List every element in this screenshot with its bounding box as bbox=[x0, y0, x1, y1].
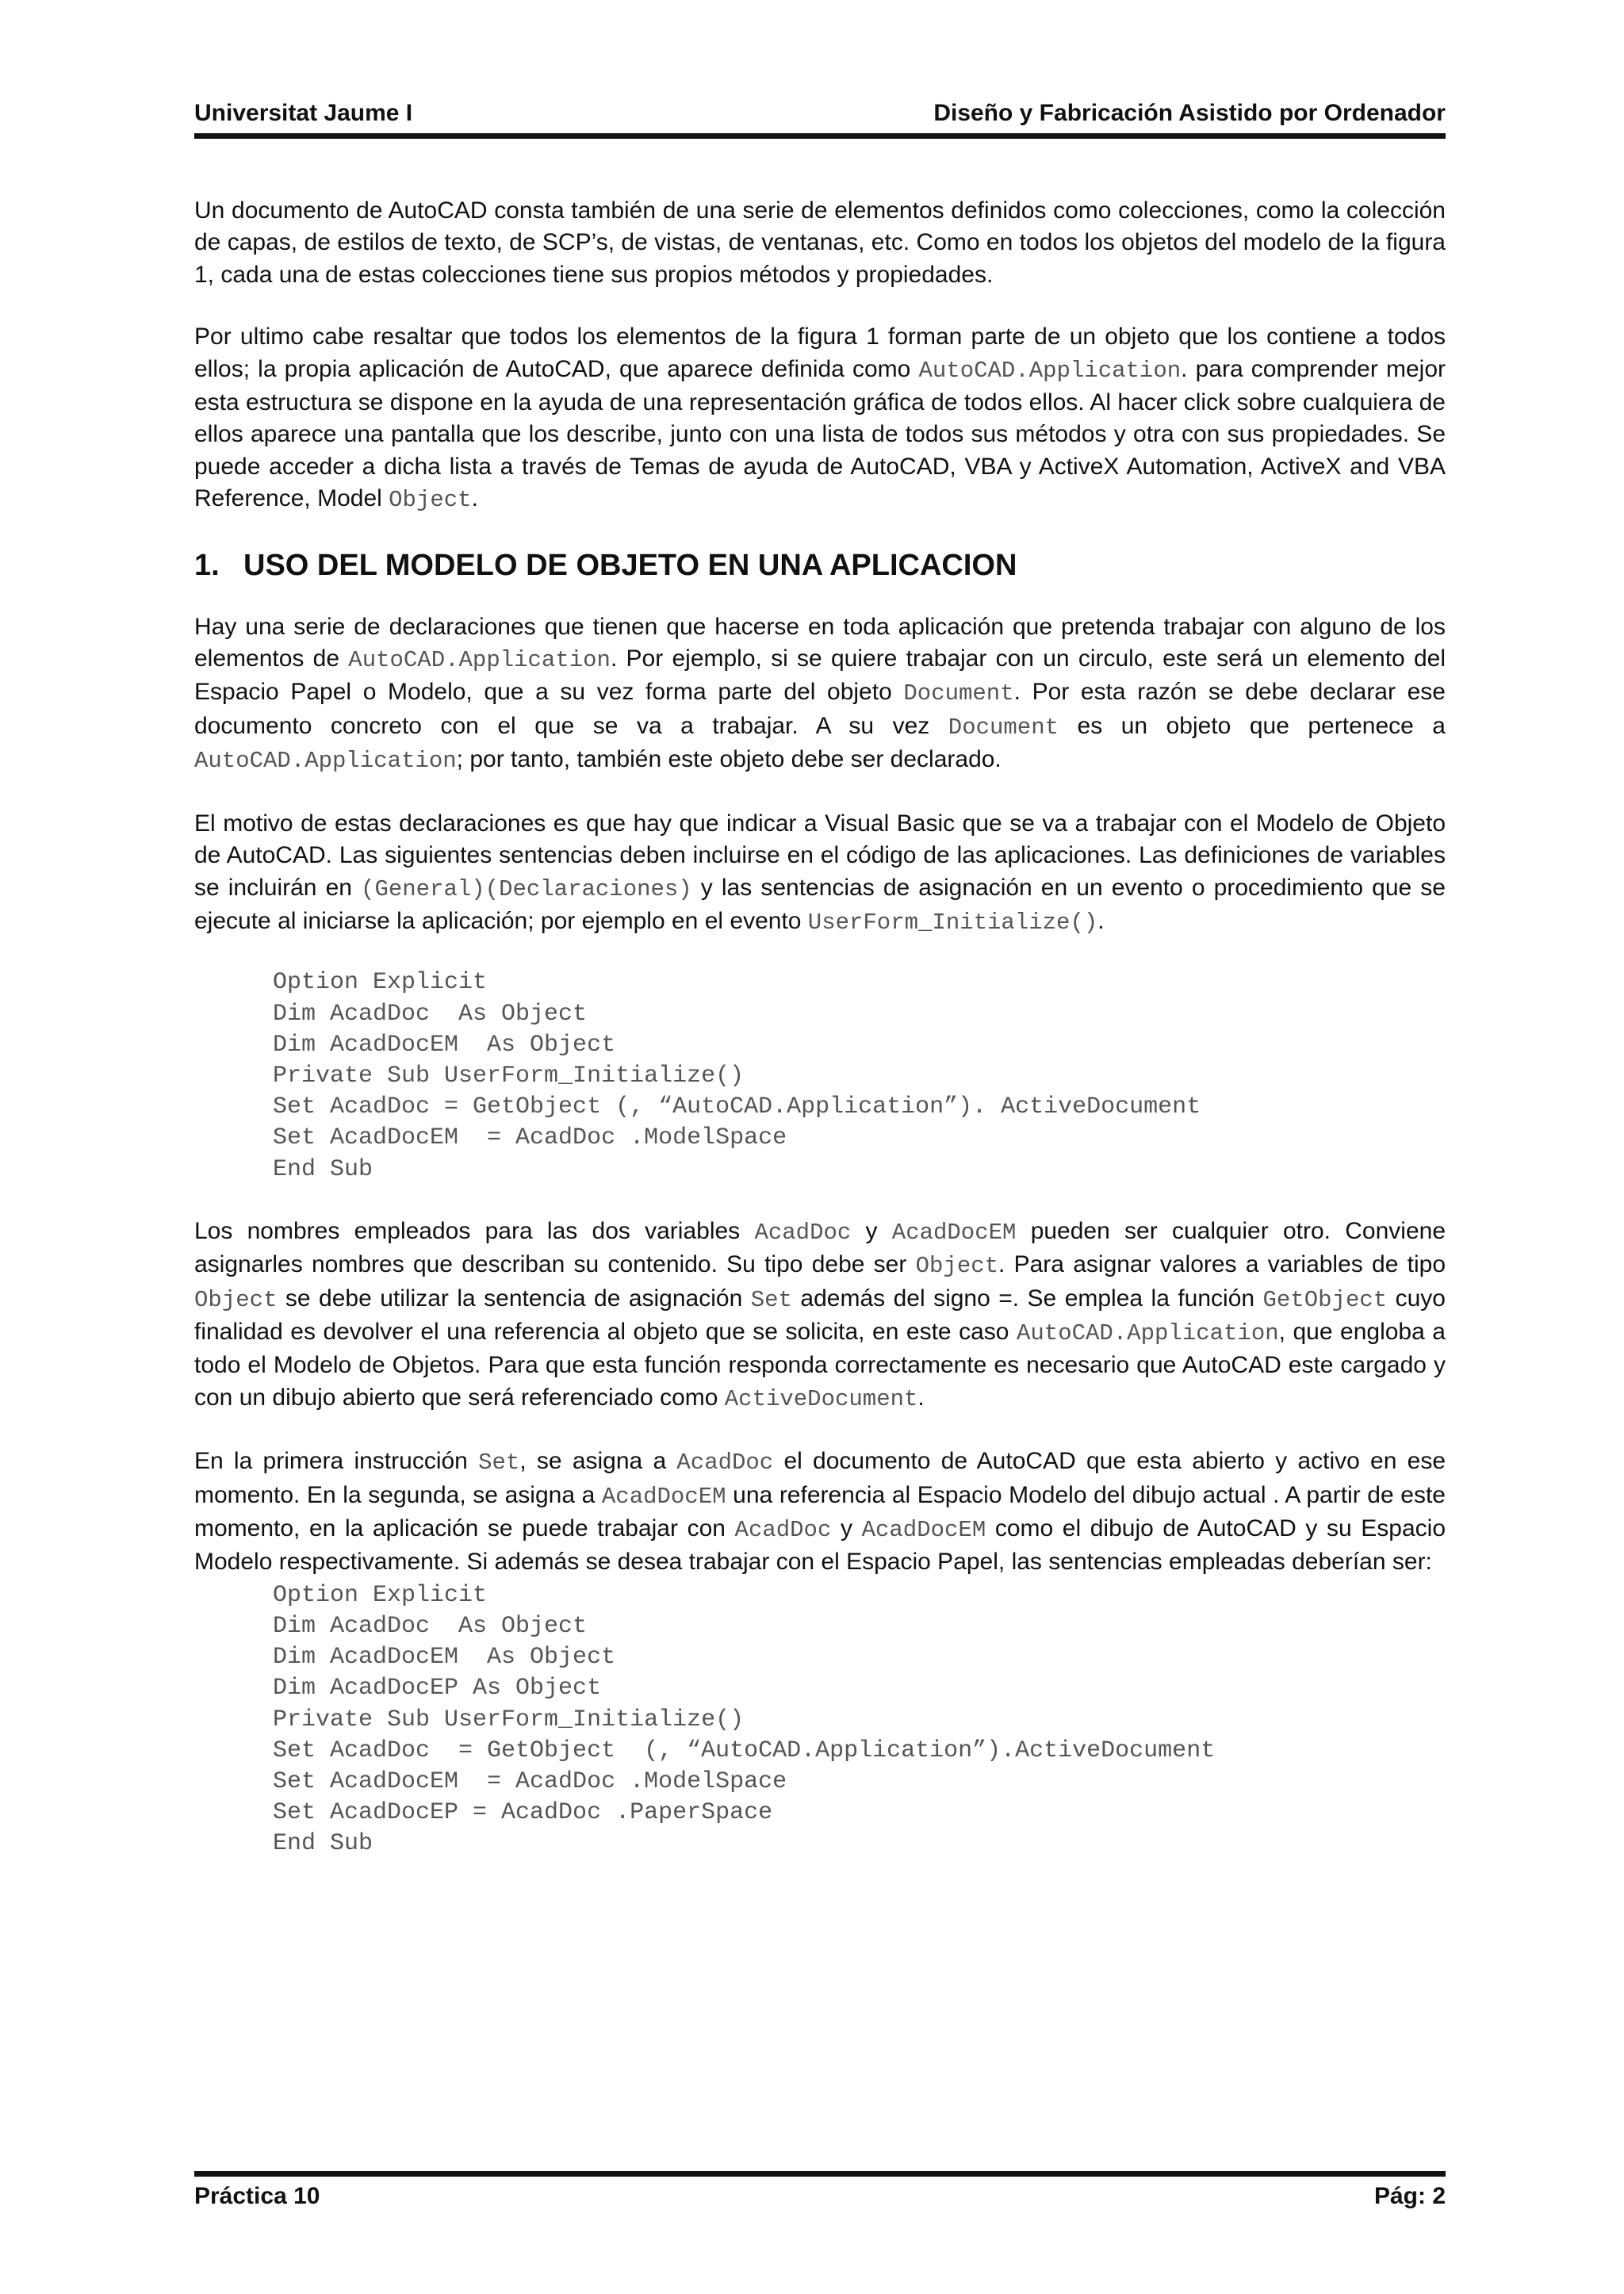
code-block-modelspace bbox=[194, 967, 1446, 1185]
inline-code: Set bbox=[750, 1286, 792, 1313]
footer-practice: Práctica 10 bbox=[194, 2183, 320, 2209]
code-line: Private Sub UserForm_Initialize() bbox=[273, 1062, 745, 1090]
code-block-paperspace bbox=[194, 1580, 1446, 1860]
paragraph-application-object: Por ultimo cabe resaltar que todos los elementos de la figura 1 forman parte de un objeto que los contiene a todos ellos; la propia aplicación de AutoCAD, que aparece definida como AutoCAD.Application. para comprender mejor esta estructura se dispone en la ayuda de una representación gráfica de todos ellos. Al hacer click sobre cualquiera de ellos aparece una pantalla que los describe, junto con una lista de todos sus métodos y otra con sus propiedades. Se puede acceder a dicha lista a través de Temas de ayuda de AutoCAD, VBA y ActiveX Automation, ActiveX and VBA Reference, Model Object. bbox=[194, 324, 1446, 514]
code-line: Dim AcadDocEP As Object bbox=[273, 1675, 602, 1702]
inline-code: GetObject bbox=[1262, 1286, 1388, 1313]
page-header bbox=[194, 94, 1446, 139]
code-line: Dim AcadDocEM As Object bbox=[273, 1644, 616, 1672]
inline-code: Object bbox=[194, 1286, 278, 1313]
inline-code: AcadDoc bbox=[754, 1219, 852, 1246]
section-heading bbox=[194, 546, 1446, 584]
inline-code: AutoCAD.Application bbox=[1016, 1319, 1279, 1346]
code-line: End Sub bbox=[273, 1830, 373, 1858]
inline-code: Object bbox=[915, 1253, 999, 1280]
inline-code: UserForm_Initialize() bbox=[807, 909, 1098, 936]
inline-code: ActiveDocument bbox=[724, 1385, 918, 1412]
paragraph-variable-names: Los nombres empleados para las dos variables AcadDoc y AcadDocEM pueden ser cualquier otro. Conviene asignarles nombres que describan su contenido. Su tipo debe ser Object. Para asignar valores a variables de tipo Object se debe utilizar la sentencia de asignación Set además del signo =. Se emplea la función GetObject cuyo finalidad es devolver el una referencia al objeto que se solicita, en este caso AutoCAD.Application, que engloba a todo el Modelo de Objetos. Para que esta función responda correctamente es necesario que AutoCAD este cargado y con un dibujo abierto que será referenciado como ActiveDocument. bbox=[194, 1217, 1446, 1412]
code-line: End Sub bbox=[273, 1155, 373, 1183]
paragraph-declarations: Hay una serie de declaraciones que tienen que hacerse en toda aplicación que pretenda trabajar con alguno de los elementos de AutoCAD.Application. Por ejemplo, si se quiere trabajar con un circulo, este será un elemento del Espacio Papel o Modelo, que a su vez forma parte del objeto Document. Por esta razón se debe declarar ese documento concreto con el que se va a trabajar. A su vez Document es un objeto que pertenece a AutoCAD.Application; por tanto, también este objeto debe ser declarado. bbox=[194, 613, 1446, 775]
inline-code: AcadDocEM bbox=[601, 1483, 726, 1510]
inline-code: AutoCAD.Application bbox=[918, 357, 1182, 384]
code-line: Dim AcadDoc As Object bbox=[273, 1613, 588, 1640]
code-line: Set AcadDoc = GetObject (, “AutoCAD.Application”). ActiveDocument bbox=[273, 1093, 1201, 1121]
inline-code: AcadDocEM bbox=[861, 1516, 986, 1543]
inline-code: AcadDoc bbox=[676, 1450, 774, 1476]
page-footer bbox=[194, 2171, 1446, 2216]
inline-code: AcadDoc bbox=[734, 1516, 832, 1543]
inline-code: Document bbox=[948, 714, 1059, 741]
inline-code: AcadDocEM bbox=[891, 1219, 1017, 1246]
paragraph-collections: Un documento de AutoCAD consta también de una serie de elementos definidos como colecciones, como la colección de capas, de estilos de texto, de SCP’s, de vistas, de ventanas, etc. Como en todos los objetos del modelo de la figura 1, cada una de estas colecciones tiene sus propios métodos y propiedades. bbox=[194, 197, 1446, 288]
inline-code: AutoCAD.Application bbox=[194, 748, 457, 775]
code-line: Set AcadDocEM = AcadDoc .ModelSpace bbox=[273, 1768, 787, 1796]
code-line: Option Explicit bbox=[273, 1581, 488, 1609]
code-line: Dim AcadDocEM As Object bbox=[273, 1031, 616, 1059]
code-line: Set AcadDoc = GetObject (, “AutoCAD.Application”).ActiveDocument bbox=[273, 1737, 1216, 1764]
section-number: 1. bbox=[194, 548, 220, 582]
inline-code: (General)(Declaraciones) bbox=[361, 875, 692, 902]
code-line: Set AcadDocEM = AcadDoc .ModelSpace bbox=[273, 1124, 787, 1152]
page-content bbox=[194, 195, 1446, 1860]
inline-code: Document bbox=[903, 680, 1014, 707]
section-title: USO DEL MODELO DE OBJETO EN UNA APLICACION bbox=[243, 548, 1017, 582]
footer-page-number: Pág: 2 bbox=[1373, 2183, 1446, 2209]
paragraph-declaration-reason: El motivo de estas declaraciones es que hay que indicar a Visual Basic que se va a trabajar con el Modelo de Objeto de AutoCAD. Las siguientes sentencias deben incluirse en el código de las aplicaciones. Las definiciones de variables se incluirán en (General)(Declaraciones) y las sentencias de asignación en un evento o procedimiento que se ejecute al iniciarse la aplicación; por ejemplo en el evento UserForm_Initialize(). bbox=[194, 810, 1446, 936]
inline-code: Set bbox=[478, 1450, 520, 1476]
inline-code: Object bbox=[389, 487, 472, 514]
header-course: Diseño y Fabricación Asistido por Ordenador bbox=[933, 100, 1446, 126]
code-line: Set AcadDocEP = AcadDoc .PaperSpace bbox=[273, 1799, 773, 1827]
paragraph-set-instructions: En la primera instrucción Set, se asigna a AcadDoc el documento de AutoCAD que esta abierto y activo en ese momento. En la segunda, se asigna a AcadDocEM una referencia al Espacio Modelo del dibujo actual . A partir de este momento, en la aplicación se puede trabajar con AcadDoc y AcadDocEM como el dibujo de AutoCAD y su Espacio Modelo respectivamente. Si además se desea trabajar con el Espacio Papel, las sentencias empleadas deberían ser: bbox=[194, 1448, 1446, 1576]
code-line: Private Sub UserForm_Initialize() bbox=[273, 1706, 745, 1733]
code-line: Option Explicit bbox=[273, 969, 488, 997]
inline-code: AutoCAD.Application bbox=[348, 647, 611, 674]
code-line: Dim AcadDoc As Object bbox=[273, 1000, 588, 1028]
header-institution: Universitat Jaume I bbox=[194, 100, 413, 126]
